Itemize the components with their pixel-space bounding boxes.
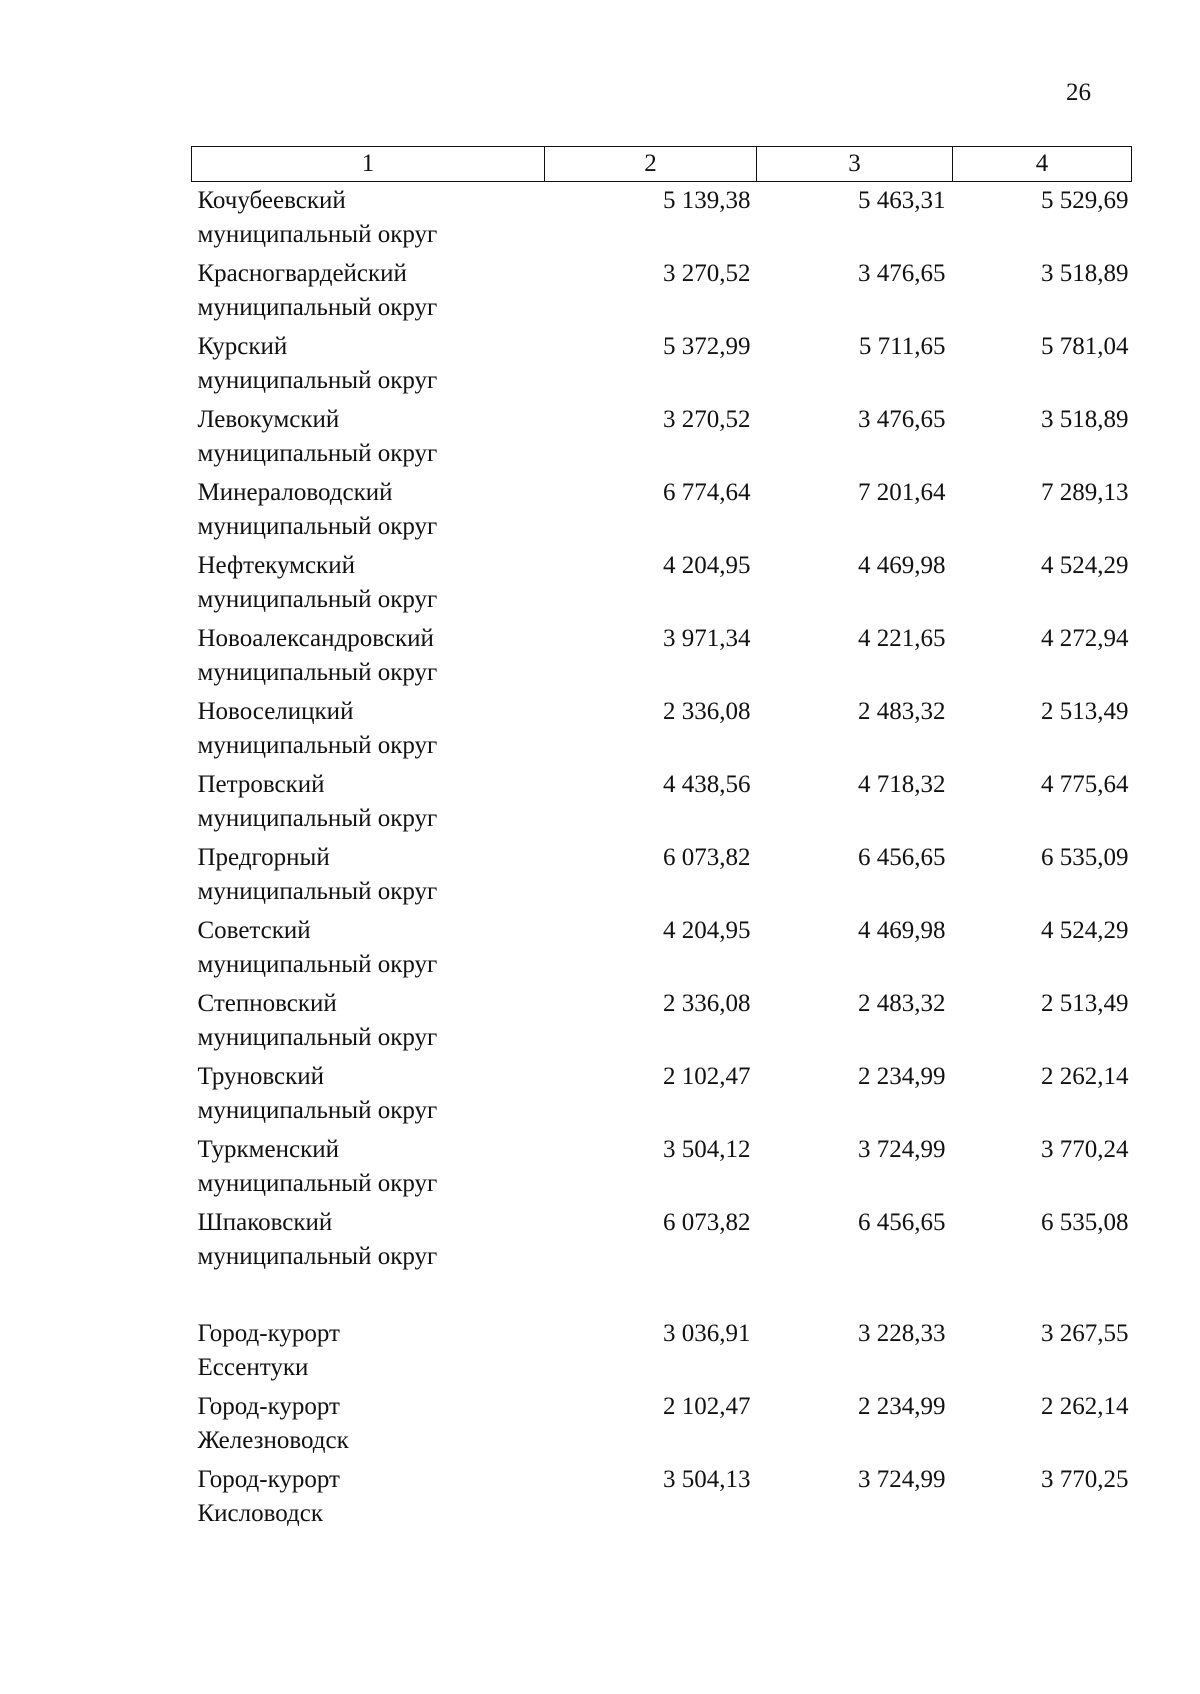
value-col-3: 2 483,32 <box>858 990 946 1017</box>
header-col-2: 2 <box>545 147 757 182</box>
value-col-3: 4 469,98 <box>858 552 946 579</box>
value-col-2: 4 204,95 <box>663 917 751 944</box>
table-row <box>192 914 1132 987</box>
value-col-4: 5 529,69 <box>1041 187 1129 214</box>
value-col-4: 4 775,64 <box>1041 771 1129 798</box>
value-col-4: 4 524,29 <box>1041 552 1129 579</box>
table-row <box>192 1060 1132 1133</box>
municipality-name <box>192 1060 545 1133</box>
municipality-name <box>192 403 545 476</box>
municipality-name <box>192 476 545 549</box>
municipality-name <box>192 1133 545 1206</box>
table-row <box>192 1133 1132 1206</box>
name-line-2: муниципальный округ <box>197 294 438 321</box>
municipality-name <box>192 330 545 403</box>
municipality-name <box>192 182 545 258</box>
name-line-1: Минераловодский <box>197 479 393 506</box>
value-col-3: 4 221,65 <box>858 625 946 652</box>
table-row <box>192 987 1132 1060</box>
table-row <box>192 257 1132 330</box>
value-col-2: 4 204,95 <box>663 552 751 579</box>
name-line-2: муниципальный округ <box>197 513 438 540</box>
name-line-1: Туркменский <box>197 1136 339 1163</box>
table-row <box>192 1390 1132 1463</box>
value-col-3: 3 476,65 <box>858 260 946 287</box>
header-col-1: 1 <box>192 147 545 182</box>
table-row <box>192 330 1132 403</box>
name-line-2: муниципальный округ <box>197 1024 438 1051</box>
name-line-2: Кисловодск <box>197 1500 324 1527</box>
value-col-2: 3 504,12 <box>663 1136 751 1163</box>
table-row <box>192 622 1132 695</box>
name-line-1: Новоалександровский <box>197 625 434 652</box>
value-col-3: 6 456,65 <box>858 1209 946 1236</box>
value-col-4: 3 770,24 <box>1041 1136 1129 1163</box>
name-line-2: муниципальный округ <box>197 805 438 832</box>
name-line-1: Предгорный <box>197 844 330 871</box>
value-col-2: 3 504,13 <box>663 1466 751 1493</box>
name-line-2: Железноводск <box>197 1427 349 1454</box>
value-col-4: 3 267,55 <box>1041 1320 1129 1347</box>
name-line-2: муниципальный округ <box>197 367 438 394</box>
table-row <box>192 1206 1132 1279</box>
value-col-4: 2 513,49 <box>1041 698 1129 725</box>
value-col-2: 3 036,91 <box>663 1320 751 1347</box>
value-col-4: 3 518,89 <box>1041 406 1129 433</box>
value-col-4: 2 262,14 <box>1041 1063 1129 1090</box>
municipality-name <box>192 1317 545 1390</box>
value-col-3: 2 234,99 <box>858 1393 946 1420</box>
value-col-2: 2 336,08 <box>663 698 751 725</box>
value-col-3: 5 463,31 <box>858 187 946 214</box>
name-line-2: муниципальный округ <box>197 659 438 686</box>
table-row <box>192 549 1132 622</box>
municipality-name <box>192 1390 545 1463</box>
municipality-name <box>192 257 545 330</box>
municipality-name <box>192 841 545 914</box>
name-line-2: муниципальный округ <box>197 221 438 248</box>
name-line-2: муниципальный округ <box>197 440 438 467</box>
name-line-1: Степновский <box>197 990 337 1017</box>
value-col-4: 2 262,14 <box>1041 1393 1129 1420</box>
municipality-name <box>192 1206 545 1279</box>
name-line-2: муниципальный округ <box>197 951 438 978</box>
value-col-3: 2 234,99 <box>858 1063 946 1090</box>
value-col-2: 6 073,82 <box>663 844 751 871</box>
value-col-3: 2 483,32 <box>858 698 946 725</box>
value-col-2: 3 270,52 <box>663 406 751 433</box>
table-row <box>192 695 1132 768</box>
value-col-4: 7 289,13 <box>1041 479 1129 506</box>
table-row <box>192 768 1132 841</box>
value-col-4: 4 524,29 <box>1041 917 1129 944</box>
value-col-3: 3 476,65 <box>858 406 946 433</box>
municipality-name <box>192 695 545 768</box>
municipality-name <box>192 622 545 695</box>
name-line-1: Шпаковский <box>197 1209 333 1236</box>
value-col-3: 4 718,32 <box>858 771 946 798</box>
name-line-2: муниципальный округ <box>197 732 438 759</box>
value-col-4: 4 272,94 <box>1041 625 1129 652</box>
name-line-2: муниципальный округ <box>197 1170 438 1197</box>
value-col-4: 3 518,89 <box>1041 260 1129 287</box>
table-row <box>192 1317 1132 1390</box>
value-col-4: 6 535,09 <box>1041 844 1129 871</box>
value-col-3: 3 724,99 <box>858 1136 946 1163</box>
table-row <box>192 403 1132 476</box>
name-line-1: Красногвардейский <box>197 260 407 287</box>
table-row <box>192 1463 1132 1536</box>
value-col-3: 5 711,65 <box>858 333 946 360</box>
value-col-2: 2 102,47 <box>663 1393 751 1420</box>
table-header <box>192 147 1132 182</box>
header-col-4: 4 <box>953 147 1132 182</box>
name-line-1: Нефтекумский <box>197 552 355 579</box>
section-spacer <box>192 1279 1132 1317</box>
name-line-2: муниципальный округ <box>197 586 438 613</box>
data-table <box>191 146 1132 1536</box>
value-col-2: 5 372,99 <box>663 333 751 360</box>
name-line-2: муниципальный округ <box>197 1097 438 1124</box>
header-col-3: 3 <box>757 147 953 182</box>
name-line-2: муниципальный округ <box>197 1243 438 1270</box>
table-row <box>192 841 1132 914</box>
municipality-name <box>192 1463 545 1536</box>
value-col-4: 3 770,25 <box>1041 1466 1129 1493</box>
value-col-2: 3 971,34 <box>663 625 751 652</box>
name-line-1: Петровский <box>197 771 325 798</box>
value-col-3: 3 228,33 <box>858 1320 946 1347</box>
value-col-4: 6 535,08 <box>1041 1209 1129 1236</box>
value-col-2: 2 102,47 <box>663 1063 751 1090</box>
municipality-name <box>192 914 545 987</box>
name-line-1: Новоселицкий <box>197 698 354 725</box>
value-col-3: 7 201,64 <box>858 479 946 506</box>
name-line-1: Город-курорт <box>197 1466 340 1493</box>
value-col-2: 5 139,38 <box>663 187 751 214</box>
table-body <box>192 182 1132 1537</box>
table-row <box>192 182 1132 258</box>
value-col-4: 2 513,49 <box>1041 990 1129 1017</box>
value-col-2: 6 774,64 <box>663 479 751 506</box>
header-row <box>192 147 1132 182</box>
name-line-2: муниципальный округ <box>197 878 438 905</box>
value-col-3: 6 456,65 <box>858 844 946 871</box>
value-col-4: 5 781,04 <box>1041 333 1129 360</box>
name-line-1: Курский <box>197 333 288 360</box>
value-col-2: 6 073,82 <box>663 1209 751 1236</box>
name-line-1: Труновский <box>197 1063 325 1090</box>
name-line-1: Город-курорт <box>197 1320 340 1347</box>
name-line-1: Кочубеевский <box>197 187 346 214</box>
municipality-name <box>192 768 545 841</box>
value-col-2: 2 336,08 <box>663 990 751 1017</box>
value-col-3: 3 724,99 <box>858 1466 946 1493</box>
name-line-1: Советский <box>197 917 311 944</box>
name-line-1: Левокумский <box>197 406 340 433</box>
municipality-name <box>192 549 545 622</box>
name-line-1: Город-курорт <box>197 1393 340 1420</box>
name-line-2: Ессентуки <box>197 1354 309 1381</box>
spacer-cell <box>192 1279 1132 1317</box>
value-col-2: 4 438,56 <box>663 771 751 798</box>
value-col-2: 3 270,52 <box>663 260 751 287</box>
municipality-name <box>192 987 545 1060</box>
page-number: 26 <box>1066 79 1091 106</box>
table-row <box>192 476 1132 549</box>
value-col-3: 4 469,98 <box>858 917 946 944</box>
